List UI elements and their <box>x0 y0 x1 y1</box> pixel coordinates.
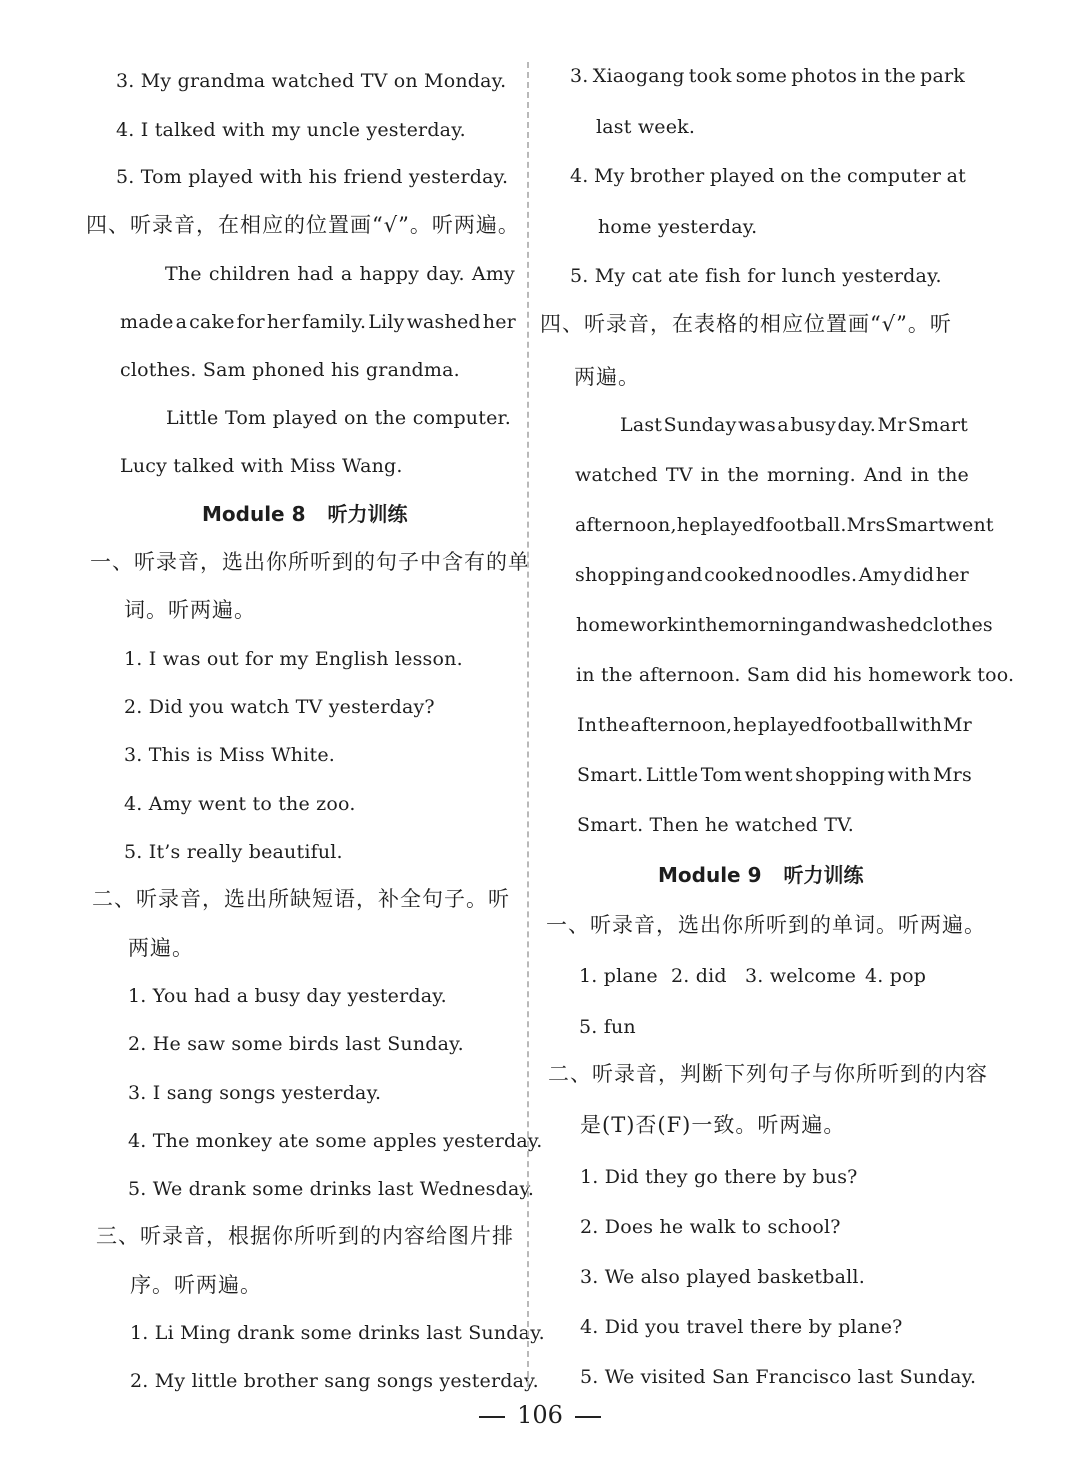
word: her <box>482 311 516 333</box>
word: Amy <box>858 564 902 586</box>
passage-line <box>620 412 968 438</box>
sentence-line: 5. We drank some drinks last Wednesday. <box>128 1178 535 1200</box>
word: the <box>937 464 969 486</box>
sentence-line: 1. I was out for my English lesson. <box>124 648 463 670</box>
word: happy <box>359 263 420 285</box>
word: football <box>823 714 899 736</box>
sentence-line: 4. I talked with my uncle yesterday. <box>116 119 466 141</box>
passage-line <box>120 309 516 335</box>
exercise-heading: 两遍。 <box>574 365 640 389</box>
word: 3. <box>570 65 589 87</box>
word: and <box>666 564 703 586</box>
passage-line <box>575 562 969 588</box>
word: Smart. <box>577 764 644 786</box>
exercise-heading: 二、听录音，判断下列句子与你所听到的内容 <box>548 1062 988 1086</box>
sentence-line: 2. Does he walk to school? <box>580 1216 841 1238</box>
word: played <box>272 407 338 429</box>
exercise-heading: 三、听录音，根据你所听到的内容给图片排 <box>96 1224 514 1248</box>
word-options <box>579 963 926 989</box>
exercise-heading: 四、听录音，在相应的位置画“√”。听两遍。 <box>86 213 520 237</box>
sentence-line: 1. Li Ming drank some drinks last Sunday. <box>130 1322 545 1344</box>
word: in <box>910 464 930 486</box>
word: went <box>744 764 793 786</box>
word: Mrs <box>846 514 886 536</box>
exercise-heading: 一、听录音，选出你所听到的句子中含有的单 <box>90 550 530 574</box>
word: had <box>297 263 334 285</box>
word: made <box>120 311 174 333</box>
word: did <box>903 564 935 586</box>
word: in <box>678 614 698 636</box>
word: brother <box>630 165 705 187</box>
dash-left <box>479 1416 505 1418</box>
word: the <box>727 464 760 486</box>
sentence-line: 2. He saw some birds last Sunday. <box>128 1033 464 1055</box>
passage-line <box>576 612 993 638</box>
word: day. <box>426 263 465 285</box>
word-option: 3. welcome <box>745 965 857 987</box>
word-option: 1. plane <box>579 965 658 987</box>
word: clothes <box>922 614 993 636</box>
word: and <box>811 614 849 636</box>
word: in <box>861 65 881 87</box>
module-heading <box>202 501 408 527</box>
exercise-heading: 一、听录音，选出你所听到的单词。听两遍。 <box>546 913 986 937</box>
module-number: Module 9 <box>658 863 762 887</box>
passage-line: clothes. Sam phoned his grandma. <box>120 359 460 381</box>
word: Sunday <box>663 414 737 436</box>
sentence-line: 5. It’s really beautiful. <box>124 841 343 863</box>
sentence-line: 2. Did you watch TV yesterday? <box>124 696 435 718</box>
sentence-line: 2. My little brother sang songs yesterday. <box>130 1370 539 1392</box>
sentence-line: 3. My grandma watched TV on Monday. <box>116 70 507 92</box>
sentence-line: 5. We visited San Francisco last Sunday. <box>580 1366 977 1388</box>
word: 4. <box>570 165 589 187</box>
sentence-line: 3. We also played basketball. <box>580 1266 865 1288</box>
word: a <box>175 311 188 333</box>
word: washed <box>848 614 923 636</box>
word: for <box>236 311 265 333</box>
exercise-heading: 四、听录音，在表格的相应位置画“√”。听 <box>540 312 952 336</box>
word: computer <box>847 165 942 187</box>
word: In <box>577 714 598 736</box>
word: a <box>340 263 353 285</box>
word: Xiaogang <box>592 65 685 87</box>
word: the <box>884 65 916 87</box>
word: afternoon, <box>630 714 733 736</box>
word: played <box>700 514 766 536</box>
sentence-line: 4. Amy went to the zoo. <box>124 793 356 815</box>
word-option: 4. pop <box>865 965 927 987</box>
word: Amy <box>471 263 515 285</box>
exercise-heading: 词。听两遍。 <box>124 598 256 622</box>
word: Tom <box>700 764 743 786</box>
sentence-line <box>570 163 966 189</box>
word: a <box>777 414 789 436</box>
page-number <box>0 1400 1080 1430</box>
word: the <box>809 165 842 187</box>
passage-line: Lucy talked with Miss Wang. <box>120 455 403 477</box>
word: park <box>920 65 965 87</box>
passage-line <box>165 261 515 287</box>
word: played <box>709 165 775 187</box>
word: Smart <box>907 414 968 436</box>
word: homework <box>576 614 679 636</box>
word: in <box>700 464 720 486</box>
word-option: 5. fun <box>579 1016 636 1038</box>
word: shopping <box>795 764 886 786</box>
module-title: 听力训练 <box>783 863 864 887</box>
column-divider <box>527 62 529 1387</box>
word: afternoon, <box>575 514 677 536</box>
word: the <box>697 614 730 636</box>
word: busy <box>790 414 837 436</box>
word: played <box>757 714 823 736</box>
exercise-heading: 二、听录音，选出所缺短语，补全句子。听 <box>92 887 510 911</box>
word: Mr <box>943 714 972 736</box>
module-heading <box>658 862 864 888</box>
word: The <box>165 263 202 285</box>
exercise-heading: 两遍。 <box>128 936 194 960</box>
sentence-line: last week. <box>596 116 696 138</box>
sentence-line <box>570 63 965 89</box>
word: he <box>676 514 701 536</box>
module-number: Module 8 <box>202 502 306 526</box>
word: football. <box>765 514 847 536</box>
word: photos <box>791 65 858 87</box>
word: noodles. <box>775 564 858 586</box>
passage-line <box>575 462 969 488</box>
sentence-line: 4. The monkey ate some apples yesterday. <box>128 1130 543 1152</box>
word: washed <box>406 311 481 333</box>
passage-line <box>575 512 994 538</box>
sentence-line: 1. You had a busy day yesterday. <box>128 985 447 1007</box>
passage-line: in the afternoon. Sam did his homework too. <box>576 664 1015 686</box>
word: on <box>780 165 805 187</box>
sentence-line: 5. My cat ate fish for lunch yesterday. <box>570 265 942 287</box>
word: shopping <box>575 564 665 586</box>
word: Lily <box>368 311 405 333</box>
word: on <box>344 407 369 429</box>
word: the <box>374 407 407 429</box>
word: Little <box>166 407 219 429</box>
word: her <box>935 564 969 586</box>
word: watched <box>575 464 658 486</box>
passage-line: Smart. Then he watched TV. <box>577 814 854 836</box>
word: Last <box>620 414 663 436</box>
sentence-line: 5. Tom played with his friend yesterday. <box>116 166 509 188</box>
sentence-line: 3. This is Miss White. <box>124 744 336 766</box>
word: morning <box>729 614 812 636</box>
word: went <box>945 514 994 536</box>
word: with <box>899 714 943 736</box>
word: Mrs <box>933 764 972 786</box>
word: day. <box>837 414 877 436</box>
word: family. <box>302 311 367 333</box>
passage-line <box>577 712 972 738</box>
word: My <box>594 165 625 187</box>
word: Little <box>645 764 699 786</box>
page-number-text: 106 <box>517 1401 563 1429</box>
word: he <box>733 714 757 736</box>
passage-line <box>577 762 972 788</box>
word: TV <box>665 464 693 486</box>
word: at <box>946 165 966 187</box>
word: children <box>208 263 291 285</box>
word-option: 2. did <box>671 965 727 987</box>
exercise-heading: 序。听两遍。 <box>130 1273 262 1297</box>
module-title: 听力训练 <box>327 502 408 526</box>
word: Mr <box>877 414 907 436</box>
word: with <box>887 764 931 786</box>
word: her <box>266 311 301 333</box>
word: And <box>863 464 903 486</box>
word: took <box>688 65 732 87</box>
sentence-line: 1. Did they go there by bus? <box>580 1166 858 1188</box>
sentence-line: home yesterday. <box>598 216 758 238</box>
word: cooked <box>704 564 774 586</box>
word: some <box>735 65 788 87</box>
sentence-line: 3. I sang songs yesterday. <box>128 1082 382 1104</box>
word: the <box>597 714 630 736</box>
word: Smart <box>885 514 946 536</box>
dash-right <box>575 1416 601 1418</box>
passage-line <box>166 405 511 431</box>
word: Tom <box>224 407 267 429</box>
word: morning. <box>767 464 856 486</box>
sentence-line: 4. Did you travel there by plane? <box>580 1316 903 1338</box>
exercise-heading: 是(T)否(F)一致。听两遍。 <box>580 1113 846 1137</box>
word: was <box>737 414 776 436</box>
word: cake <box>189 311 235 333</box>
word: computer. <box>412 407 511 429</box>
